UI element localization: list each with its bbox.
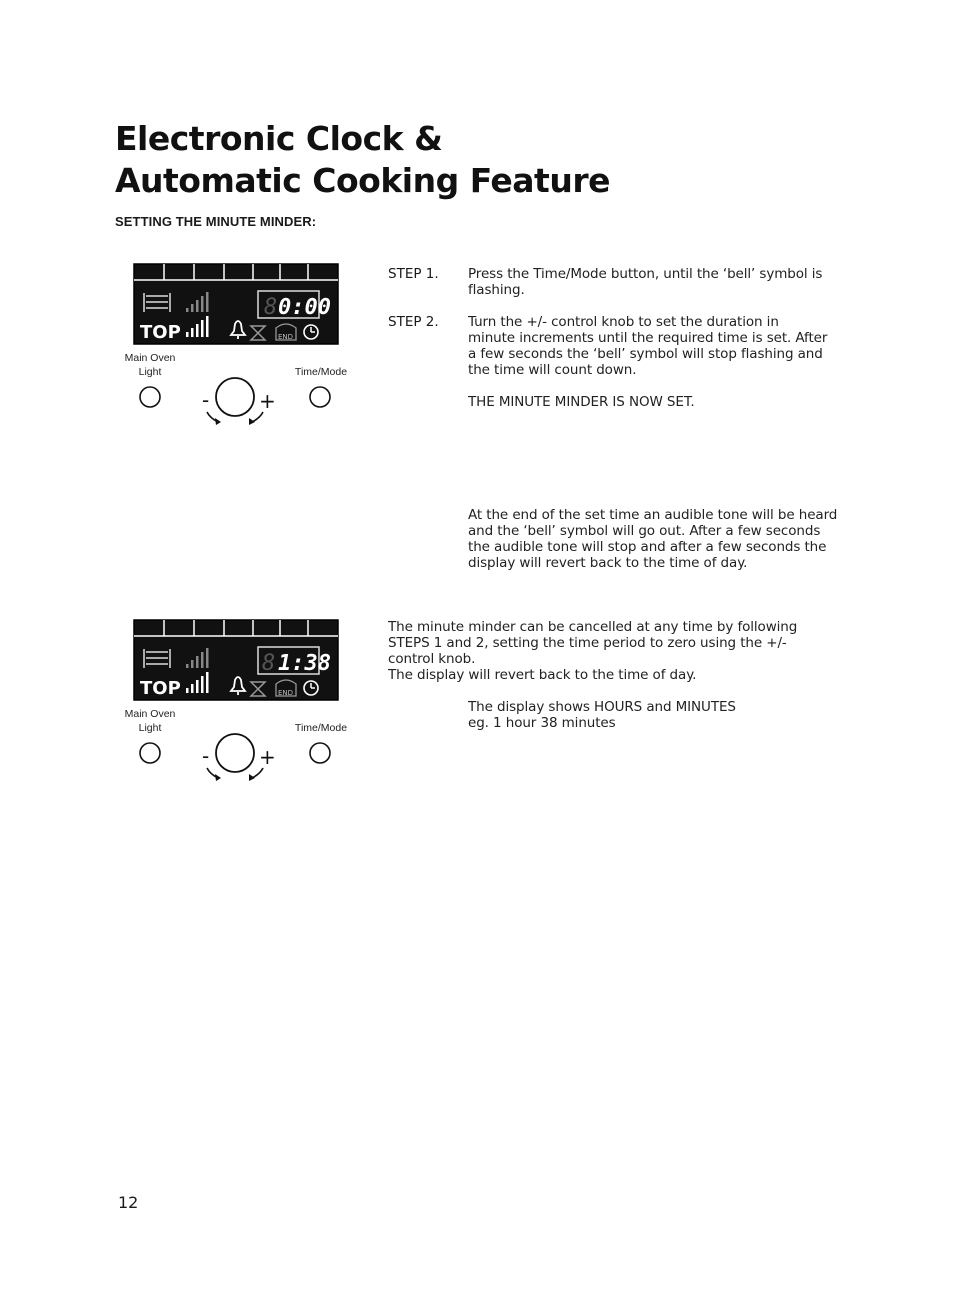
knob-plus-label: + (259, 389, 276, 413)
time-mode-caption: Time/Mode (294, 722, 348, 734)
control-panel-drawing (118, 262, 358, 432)
clock-dim-digit: 8 (264, 295, 278, 320)
knob-plus-label: + (259, 745, 276, 769)
cancel-text-1: The minute minder can be cancelled at any time by following STEPS 1 and 2, setting the time period to zero using the +/- control knob. (388, 619, 798, 667)
title-line-1: Electronic Clock & (115, 119, 443, 158)
time-mode-button[interactable] (310, 743, 330, 763)
control-panel-illustration-1 (118, 262, 358, 432)
control-panel-illustration-2 (118, 618, 358, 788)
caption-line-1: Main Oven (124, 352, 176, 364)
main-oven-light-caption (118, 707, 182, 735)
title-line-2: Automatic Cooking Feature (115, 161, 610, 200)
clock-display: 0:00 (278, 295, 331, 320)
clock-display: 1:38 (278, 651, 331, 676)
clock-dim-digit: 8 (262, 651, 276, 676)
control-knob[interactable] (216, 734, 254, 772)
time-mode-caption: Time/Mode (294, 366, 348, 378)
set-notice: THE MINUTE MINDER IS NOW SET. (468, 394, 695, 410)
page-number: 12 (118, 1193, 139, 1212)
cancel-text-2: The display will revert back to the time of day. (388, 667, 697, 683)
rotate-right-arrow-icon (252, 768, 263, 778)
caption-line-1: Main Oven (124, 708, 176, 720)
time-mode-button[interactable] (310, 387, 330, 407)
main-oven-light-button[interactable] (140, 387, 160, 407)
main-oven-light-button[interactable] (140, 743, 160, 763)
step-2-label: STEP 2. (388, 314, 439, 330)
end-label: END (278, 333, 294, 341)
display-note (468, 699, 848, 731)
page-title (115, 118, 610, 202)
knob-minus-label: - (202, 744, 210, 768)
section-subheading: SETTING THE MINUTE MINDER: (115, 214, 317, 229)
display-note-1: The display shows HOURS and MINUTES (468, 699, 736, 715)
caption-line-2: Light (138, 722, 162, 734)
end-label: END (278, 689, 294, 697)
cancel-paragraph (388, 619, 828, 683)
knob-minus-label: - (202, 388, 210, 412)
end-paragraph: At the end of the set time an audible tone will be heard and the ‘bell’ symbol will go out. After a few seconds the audible tone will stop and after a few seconds the display will revert back to the time of day. (468, 507, 838, 571)
step-1-text: Press the Time/Mode button, until the ‘bell’ symbol is flashing. (468, 266, 823, 298)
top-oven-label: TOP (140, 322, 181, 343)
step-2-text: Turn the +/- control knob to set the duration in minute increments until the required time is set. After a few seconds the ‘bell’ symbol will stop flashing and the time will count down. (468, 314, 828, 378)
display-note-2: eg. 1 hour 38 minutes (468, 715, 616, 731)
control-panel-drawing (118, 618, 358, 788)
main-oven-light-caption (118, 351, 182, 379)
top-oven-label: TOP (140, 678, 181, 699)
rotate-right-arrow-icon (252, 412, 263, 422)
caption-line-2: Light (138, 366, 162, 378)
step-1-label: STEP 1. (388, 266, 439, 282)
control-knob[interactable] (216, 378, 254, 416)
